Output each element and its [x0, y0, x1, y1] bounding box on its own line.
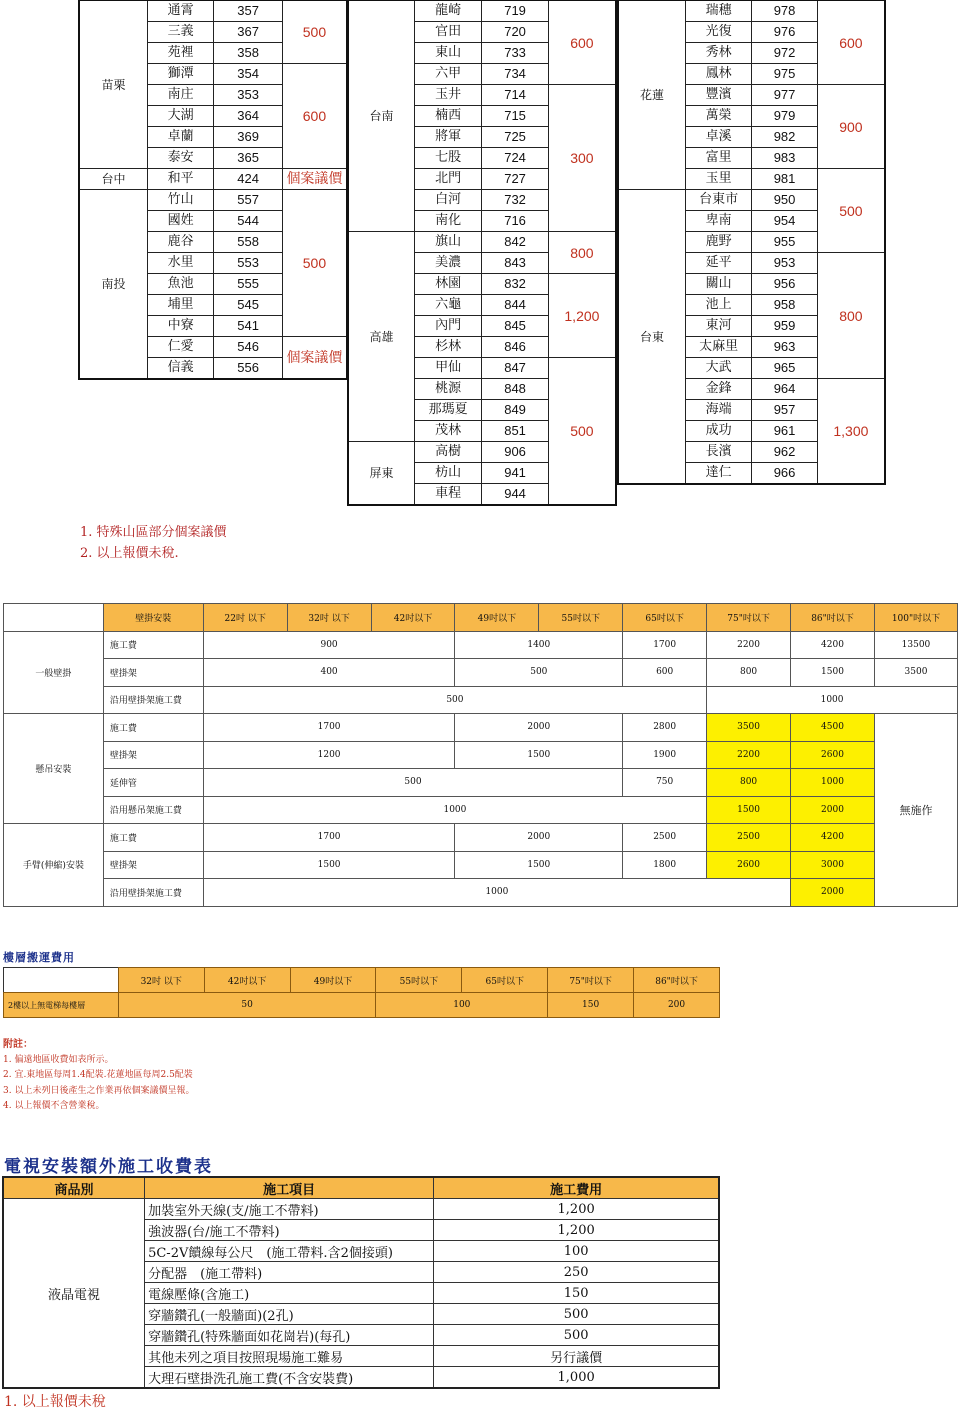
postal-code: 424 — [214, 169, 283, 190]
extra-item: 大理石壁掛洗孔施工費(不含安裝費) — [145, 1367, 434, 1389]
extra-header-cell: 施工項目 — [145, 1177, 434, 1199]
town-name: 金鋒 — [685, 379, 751, 400]
mount-cell: 3500 — [874, 659, 957, 687]
postal-code: 966 — [752, 463, 818, 485]
town-name: 南庄 — [147, 85, 213, 106]
price-cell: 1,200 — [548, 274, 616, 358]
region-name: 苗栗 — [79, 0, 147, 169]
mount-cell: 1000 — [203, 796, 706, 824]
mount-header-cell: 55吋以下 — [539, 604, 623, 632]
stairs-cell: 150 — [548, 993, 634, 1018]
town-name: 官田 — [414, 22, 481, 43]
postal-code: 847 — [482, 358, 549, 379]
postal-code: 975 — [752, 64, 818, 85]
mount-cell: 2000 — [791, 879, 875, 907]
stairs-header-cell: 65吋以下 — [462, 968, 548, 993]
postal-code: 367 — [214, 22, 283, 43]
postal-code: 541 — [214, 316, 283, 337]
price-cell: 個案議價 — [282, 337, 347, 380]
town-name: 成功 — [685, 421, 751, 442]
stairs-cell: 100 — [376, 993, 548, 1018]
extra-fee: 另行議價 — [434, 1346, 719, 1367]
mount-cell: 2200 — [707, 741, 791, 769]
mount-cell: 1500 — [203, 851, 455, 879]
mount-cell: 500 — [455, 659, 623, 687]
mount-cell: 800 — [707, 769, 791, 797]
stairs-header-cell: 86"吋以下 — [634, 968, 720, 993]
town-name: 延平 — [685, 253, 751, 274]
town-name: 那瑪夏 — [414, 400, 481, 421]
mount-header-cell: 75"吋以下 — [707, 604, 791, 632]
postal-code: 965 — [752, 358, 818, 379]
postal-code: 979 — [752, 106, 818, 127]
postal-code: 953 — [752, 253, 818, 274]
postal-code: 553 — [214, 253, 283, 274]
appendix-line: 4. 以上報價不含營業稅。 — [3, 1101, 105, 1111]
appendix-heading: 附註： — [3, 1039, 33, 1050]
mount-cell: 2000 — [455, 824, 623, 852]
price-cell: 800 — [548, 232, 616, 274]
town-name: 旗山 — [414, 232, 481, 253]
region-name: 南投 — [79, 190, 147, 380]
postal-code: 365 — [214, 148, 283, 169]
mount-item-label: 沿用壁掛架施工費 — [103, 879, 203, 907]
region-note-line: 2. 以上報價未稅. — [80, 546, 179, 561]
mount-cell: 2000 — [455, 714, 623, 742]
postal-code: 851 — [482, 421, 549, 442]
mount-cell: 3000 — [791, 851, 875, 879]
mount-header-cell: 100"吋以下 — [874, 604, 957, 632]
town-name: 六龜 — [414, 295, 481, 316]
extra-footnote: 1. 以上報價未稅 — [4, 1394, 106, 1410]
price-cell: 800 — [817, 253, 885, 379]
price-cell: 500 — [282, 190, 347, 337]
postal-code: 727 — [482, 169, 549, 190]
town-name: 和平 — [147, 169, 213, 190]
town-name: 卑南 — [685, 211, 751, 232]
postal-code: 983 — [752, 148, 818, 169]
mount-cell: 1000 — [203, 879, 790, 907]
mount-cell: 400 — [203, 659, 455, 687]
extra-item: 其他未列之項目按照現場施工難易 — [145, 1346, 434, 1367]
postal-code: 981 — [752, 169, 818, 190]
region-name: 台東 — [618, 190, 685, 485]
postal-code: 716 — [482, 211, 549, 232]
mount-price-table — [3, 603, 958, 907]
price-cell: 500 — [817, 169, 885, 253]
extra-fee: 500 — [434, 1325, 719, 1346]
region-table-hualien-taitung — [617, 0, 886, 485]
stairs-row-label: 2樓以上無電梯每樓層 — [4, 993, 119, 1018]
postal-code: 962 — [752, 442, 818, 463]
town-name: 泰安 — [147, 148, 213, 169]
town-name: 魚池 — [147, 274, 213, 295]
town-name: 苑裡 — [147, 43, 213, 64]
region-notes — [80, 522, 227, 564]
town-name: 竹山 — [147, 190, 213, 211]
town-name: 杉林 — [414, 337, 481, 358]
town-name: 卓溪 — [685, 127, 751, 148]
extra-fee: 1,000 — [434, 1367, 719, 1389]
stairs-header-cell: 55吋以下 — [376, 968, 462, 993]
mount-cell: 500 — [203, 769, 622, 797]
mount-cell: 800 — [707, 659, 791, 687]
town-name: 台東市 — [685, 190, 751, 211]
extra-fee: 100 — [434, 1241, 719, 1262]
mount-item-label: 壁掛架 — [103, 659, 203, 687]
postal-code: 848 — [482, 379, 549, 400]
postal-code: 354 — [214, 64, 283, 85]
postal-code: 734 — [482, 64, 549, 85]
town-name: 關山 — [685, 274, 751, 295]
town-name: 車程 — [414, 484, 481, 506]
postal-code: 357 — [214, 0, 283, 22]
postal-code: 715 — [482, 106, 549, 127]
mount-cell: 900 — [203, 631, 455, 659]
town-name: 內門 — [414, 316, 481, 337]
postal-code: 358 — [214, 43, 283, 64]
extra-fee: 250 — [434, 1262, 719, 1283]
town-name: 瑞穗 — [685, 0, 751, 22]
mount-item-label: 延伸管 — [103, 769, 203, 797]
region-name: 高雄 — [348, 232, 414, 442]
region-name: 屏東 — [348, 442, 414, 506]
region-name: 台南 — [348, 0, 414, 232]
mount-item-label: 施工費 — [103, 714, 203, 742]
town-name: 富里 — [685, 148, 751, 169]
town-name: 桃源 — [414, 379, 481, 400]
postal-code: 941 — [482, 463, 549, 484]
postal-code: 720 — [482, 22, 549, 43]
town-name: 信義 — [147, 358, 213, 380]
mount-cell: 750 — [623, 769, 707, 797]
mount-cell: 1500 — [707, 796, 791, 824]
mount-group-hanging: 懸吊安裝 — [4, 714, 104, 824]
extra-fee: 1,200 — [434, 1220, 719, 1241]
extra-item: 穿牆鑽孔(特殊牆面如花崗岩)(每孔) — [145, 1325, 434, 1346]
postal-code: 733 — [482, 43, 549, 64]
mount-group-general: 一般壁掛 — [4, 631, 104, 714]
mount-cell: 2800 — [623, 714, 707, 742]
mount-cell: 2600 — [707, 851, 791, 879]
extra-item: 加裝室外天線(支/施工不帶料) — [145, 1199, 434, 1220]
mount-cell: 1400 — [455, 631, 623, 659]
town-name: 枋山 — [414, 463, 481, 484]
mount-cell: 13500 — [874, 631, 957, 659]
town-name: 水里 — [147, 253, 213, 274]
extra-fee: 500 — [434, 1304, 719, 1325]
mount-item-label: 施工費 — [103, 631, 203, 659]
postal-code: 976 — [752, 22, 818, 43]
extra-header-cell: 商品別 — [3, 1177, 145, 1199]
town-name: 豐濱 — [685, 85, 751, 106]
town-name: 東河 — [685, 316, 751, 337]
mount-cell: 2500 — [707, 824, 791, 852]
mount-cell: 2200 — [707, 631, 791, 659]
town-name: 南化 — [414, 211, 481, 232]
price-cell: 1,300 — [817, 379, 885, 485]
extra-fee: 150 — [434, 1283, 719, 1304]
postal-code: 955 — [752, 232, 818, 253]
mount-cell: 1700 — [623, 631, 707, 659]
stairs-header-cell: 75"吋以下 — [548, 968, 634, 993]
town-name: 北門 — [414, 169, 481, 190]
postal-code: 977 — [752, 85, 818, 106]
postal-code: 961 — [752, 421, 818, 442]
extra-fee-table — [2, 1176, 720, 1389]
postal-code: 846 — [482, 337, 549, 358]
region-name: 花蓮 — [618, 0, 685, 190]
mount-item-label: 施工費 — [103, 824, 203, 852]
mount-header-cell: 22吋 以下 — [203, 604, 287, 632]
mount-cell: 1200 — [203, 741, 455, 769]
town-name: 玉井 — [414, 85, 481, 106]
price-cell: 600 — [282, 64, 347, 169]
postal-code: 556 — [214, 358, 283, 380]
town-name: 達仁 — [685, 463, 751, 485]
region-table-miaoli-taichung-nantou — [78, 0, 348, 380]
town-name: 高樹 — [414, 442, 481, 463]
mount-cell: 1700 — [203, 714, 455, 742]
extra-fee-title: 電視安裝額外施工收費表 — [4, 1157, 213, 1177]
mount-cell: 1000 — [707, 686, 958, 714]
price-cell: 600 — [817, 0, 885, 85]
appendix-line: 3. 以上未列日後產生之作業再依個案議價呈報。 — [3, 1085, 195, 1096]
postal-code: 353 — [214, 85, 283, 106]
postal-code: 958 — [752, 295, 818, 316]
town-name: 美濃 — [414, 253, 481, 274]
extra-item: 5C-2V饋線每公尺 (施工帶料.含2個接頭) — [145, 1241, 434, 1262]
price-cell: 600 — [548, 0, 616, 85]
mount-cell: 1800 — [623, 851, 707, 879]
extra-item: 電線壓條(含施工) — [145, 1283, 434, 1304]
postal-code: 944 — [482, 484, 549, 506]
town-name: 林園 — [414, 274, 481, 295]
price-cell: 900 — [817, 85, 885, 169]
mount-cell: 3500 — [707, 714, 791, 742]
postal-code: 842 — [482, 232, 549, 253]
stairs-header-blank — [4, 968, 119, 993]
town-name: 通霄 — [147, 0, 213, 22]
town-name: 光復 — [685, 22, 751, 43]
town-name: 秀林 — [685, 43, 751, 64]
postal-code: 557 — [214, 190, 283, 211]
mount-item-label: 沿用懸吊架施工費 — [103, 796, 203, 824]
mount-cell: 2500 — [623, 824, 707, 852]
mount-cell: 4200 — [791, 824, 875, 852]
mount-cell: 600 — [623, 659, 707, 687]
postal-code: 544 — [214, 211, 283, 232]
mount-cell: 4200 — [791, 631, 875, 659]
price-cell: 個案議價 — [282, 169, 347, 190]
postal-code: 972 — [752, 43, 818, 64]
mount-header-cell: 86"吋以下 — [791, 604, 875, 632]
stairs-header-cell: 42吋以下 — [204, 968, 290, 993]
mount-cell: 2600 — [791, 741, 875, 769]
town-name: 六甲 — [414, 64, 481, 85]
mount-item-label: 壁掛架 — [103, 851, 203, 879]
mount-group-arm: 手臂(伸縮)安裝 — [4, 824, 104, 907]
town-name: 萬榮 — [685, 106, 751, 127]
mount-cell: 1500 — [791, 659, 875, 687]
postal-code: 906 — [482, 442, 549, 463]
appendix-line: 1. 偏遠地區收費如表所示。 — [3, 1054, 114, 1065]
region-note-line: 1. 特殊山區部分個案議價 — [80, 525, 227, 540]
postal-code: 964 — [752, 379, 818, 400]
mount-cell: 2000 — [791, 796, 875, 824]
price-cell: 500 — [282, 0, 347, 64]
town-name: 鳳林 — [685, 64, 751, 85]
town-name: 卓蘭 — [147, 127, 213, 148]
region-table-tainan-kaohsiung-pingtung — [347, 0, 617, 506]
mount-cell: 1500 — [455, 741, 623, 769]
postal-code: 982 — [752, 127, 818, 148]
extra-header-cell: 施工費用 — [434, 1177, 719, 1199]
town-name: 白河 — [414, 190, 481, 211]
mount-cell: 500 — [203, 686, 706, 714]
postal-code: 725 — [482, 127, 549, 148]
stairs-title: 樓層搬運費用 — [3, 951, 75, 964]
postal-code: 732 — [482, 190, 549, 211]
town-name: 中寮 — [147, 316, 213, 337]
stairs-fee-table — [3, 967, 720, 1018]
town-name: 將軍 — [414, 127, 481, 148]
town-name: 海端 — [685, 400, 751, 421]
postal-code: 957 — [752, 400, 818, 421]
extra-item: 分配器 (施工帶料) — [145, 1262, 434, 1283]
postal-code: 956 — [752, 274, 818, 295]
town-name: 鹿野 — [685, 232, 751, 253]
postal-code: 845 — [482, 316, 549, 337]
town-name: 甲仙 — [414, 358, 481, 379]
postal-code: 844 — [482, 295, 549, 316]
postal-code: 849 — [482, 400, 549, 421]
extra-item: 強波器(台/施工不帶料) — [145, 1220, 434, 1241]
extra-item: 穿牆鑽孔(一般牆面)(2孔) — [145, 1304, 434, 1325]
town-name: 三義 — [147, 22, 213, 43]
mount-cell: 1700 — [203, 824, 455, 852]
mount-item-label: 沿用壁掛架施工費 — [103, 686, 203, 714]
mount-header-cell: 42吋以下 — [371, 604, 455, 632]
town-name: 國姓 — [147, 211, 213, 232]
town-name: 七股 — [414, 148, 481, 169]
town-name: 楠西 — [414, 106, 481, 127]
mount-item-label: 壁掛架 — [103, 741, 203, 769]
postal-code: 369 — [214, 127, 283, 148]
town-name: 池上 — [685, 295, 751, 316]
stairs-cell: 200 — [634, 993, 720, 1018]
extra-product: 液晶電視 — [3, 1199, 145, 1389]
town-name: 長濱 — [685, 442, 751, 463]
town-name: 獅潭 — [147, 64, 213, 85]
postal-code: 555 — [214, 274, 283, 295]
stairs-cell: 50 — [118, 993, 376, 1018]
mount-cell: 1500 — [455, 851, 623, 879]
extra-fee: 1,200 — [434, 1199, 719, 1220]
postal-code: 364 — [214, 106, 283, 127]
town-name: 仁愛 — [147, 337, 213, 358]
mount-cell: 4500 — [791, 714, 875, 742]
town-name: 大湖 — [147, 106, 213, 127]
stairs-header-cell: 32吋 以下 — [118, 968, 204, 993]
mount-header-cell: 32吋 以下 — [287, 604, 371, 632]
postal-code: 546 — [214, 337, 283, 358]
mount-header-cell: 49吋以下 — [455, 604, 539, 632]
mount-cell: 1000 — [791, 769, 875, 797]
town-name: 龍崎 — [414, 0, 481, 22]
town-name: 大武 — [685, 358, 751, 379]
town-name: 太麻里 — [685, 337, 751, 358]
postal-code: 545 — [214, 295, 283, 316]
town-name: 東山 — [414, 43, 481, 64]
postal-code: 558 — [214, 232, 283, 253]
mount-header-cell: 65吋以下 — [623, 604, 707, 632]
postal-code: 832 — [482, 274, 549, 295]
mount-header-cell: 壁掛安裝 — [103, 604, 203, 632]
appendix-notes — [3, 1037, 194, 1115]
mount-not-available: 無施作 — [874, 714, 957, 907]
mount-header-blank — [4, 604, 104, 632]
town-name: 鹿谷 — [147, 232, 213, 253]
mount-cell: 1900 — [623, 741, 707, 769]
postal-code: 714 — [482, 85, 549, 106]
stairs-header-cell: 49吋以下 — [290, 968, 376, 993]
postal-code: 963 — [752, 337, 818, 358]
postal-code: 950 — [752, 190, 818, 211]
town-name: 茂林 — [414, 421, 481, 442]
postal-code: 959 — [752, 316, 818, 337]
postal-code: 724 — [482, 148, 549, 169]
postal-code: 978 — [752, 0, 818, 22]
town-name: 埔里 — [147, 295, 213, 316]
postal-code: 843 — [482, 253, 549, 274]
region-name: 台中 — [79, 169, 147, 190]
postal-code: 719 — [482, 0, 549, 22]
town-name: 玉里 — [685, 169, 751, 190]
price-cell: 500 — [548, 358, 616, 506]
price-cell: 300 — [548, 85, 616, 232]
appendix-line: 2. 宜.東地區每周1.4配裝.花蓮地區每周2.5配裝 — [3, 1070, 193, 1080]
postal-code: 954 — [752, 211, 818, 232]
